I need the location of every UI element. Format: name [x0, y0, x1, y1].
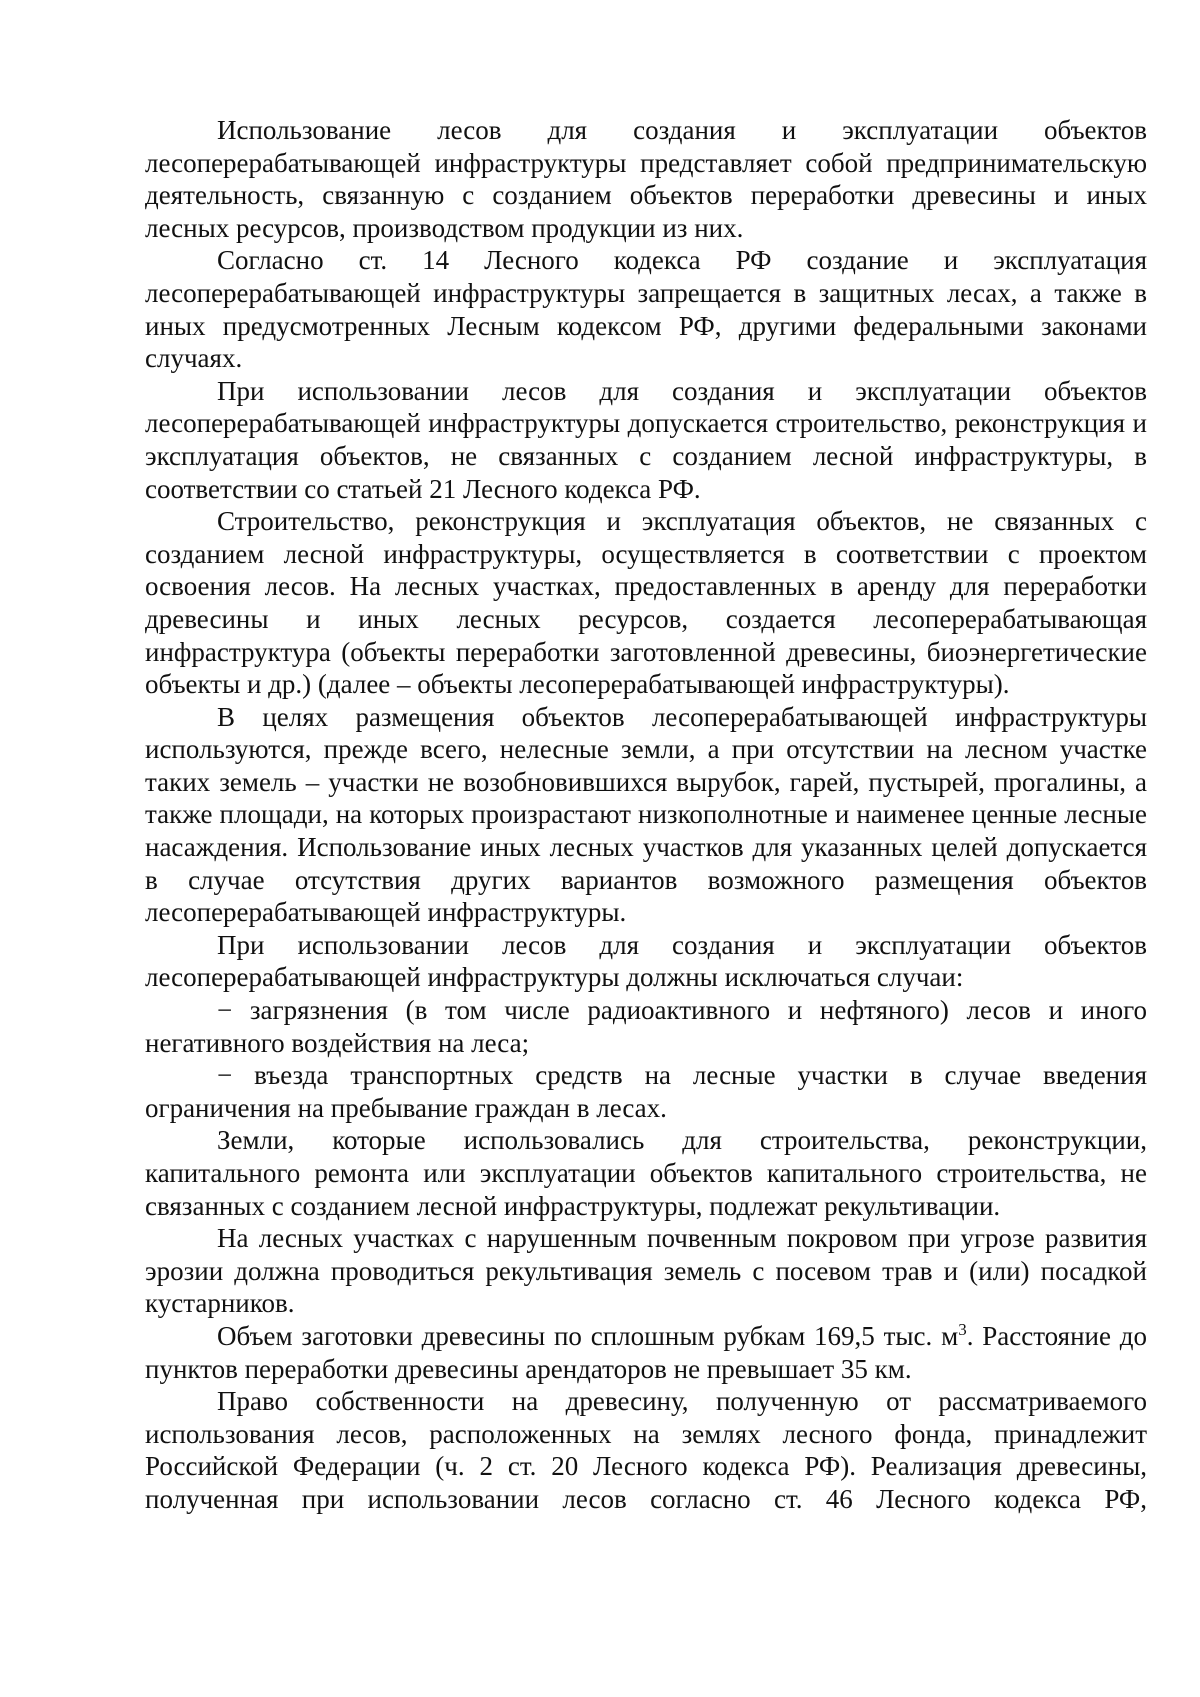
paragraph-wood-ownership: Право собственности на древесину, полученную от рассматриваемого использования лесов, расположенных на землях лесного фонда, принадлежит Российской Федерации (ч. 2 ст. 20 Лесного кодекса РФ). Реализация древесины, полученная при использовании лесов согласно ст. 46 Лесного кодекса РФ,: [145, 1386, 1147, 1514]
paragraph-article-21: При использовании лесов для создания и эксплуатации объектов лесоперерабатывающей инфраструктуры допускается строительство, реконструкция и эксплуатация объектов, не связанных с созданием лесной инфраструктуры, в соответствии со статьей 21 Лесного кодекса РФ.: [145, 375, 1147, 504]
document-page: [145, 114, 1147, 1516]
list-item-vehicle-entry: − въезда транспортных средств на лесные участки в случае введения ограничения на пребывание граждан в лесах.: [145, 1060, 1147, 1123]
paragraph-article-14: Согласно ст. 14 Лесного кодекса РФ создание и эксплуатация лесоперерабатывающей инфраструктуры запрещается в защитных лесах, а также в иных предусмотренных Лесным кодексом РФ, другими федеральными законами случаях.: [145, 245, 1147, 374]
processing-distance-text: . Расстояние до пунктов переработки древесины арендаторов не превышает 35 км.: [145, 1320, 1147, 1384]
paragraph-erosion-recultivation: На лесных участках с нарушенным почвенным покровом при угрозе развития эрозии должна проводиться рекультивация земель с посевом трав и (или) посадкой кустарников.: [145, 1223, 1147, 1319]
paragraph-forest-development-project: Строительство, реконструкция и эксплуатация объектов, не связанных с созданием лесной инфраструктуры, осуществляется в соответствии с проектом освоения лесов. На лесных участках, предоставленных в аренду для переработки древесины и иных лесных ресурсов, создается лесоперерабатывающая инфраструктура (объекты переработки заготовленной древесины, биоэнергетические объекты и др.) (далее – объекты лесоперерабатывающей инфраструктуры).: [145, 506, 1147, 700]
paragraph-placement-lands: В целях размещения объектов лесоперерабатывающей инфраструктуры используются, прежде всего, нелесные земли, а при отсутствии на лесном участке таких земель – участки не возобновившихся вырубок, гарей, пустырей, прогалины, а также площади, на которых произрастают низкополнотные и наименее ценные лесные насаждения. Использование иных лесных участков для указанных целей допускается в случае отсутствия других вариантов возможного размещения объектов лесоперерабатывающей инфраструктуры.: [145, 701, 1147, 928]
paragraph-excluded-cases: При использовании лесов для создания и эксплуатации объектов лесоперерабатывающей инфраструктуры должны исключаться случаи:: [145, 929, 1147, 993]
paragraph-harvest-volume: [145, 1320, 1147, 1385]
paragraph-recultivation-lands: Земли, которые использовались для строительства, реконструкции, капитального ремонта или эксплуатации объектов капитального строительства, не связанных с созданием лесной инфраструктуры, подлежат рекультивации.: [145, 1125, 1147, 1221]
cubic-superscript: 3: [958, 1319, 967, 1339]
harvest-volume-text: Объем заготовки древесины по сплошным рубкам 169,5 тыс. м: [217, 1320, 959, 1351]
paragraph-infrastructure-definition: Использование лесов для создания и эксплуатации объектов лесоперерабатывающей инфраструктуры представляет собой предпринимательскую деятельность, связанную с созданием объектов переработки древесины и иных лесных ресурсов, производством продукции из них.: [145, 115, 1147, 243]
list-item-pollution: − загрязнения (в том числе радиоактивного и нефтяного) лесов и иного негативного воздействия на леса;: [145, 995, 1147, 1058]
